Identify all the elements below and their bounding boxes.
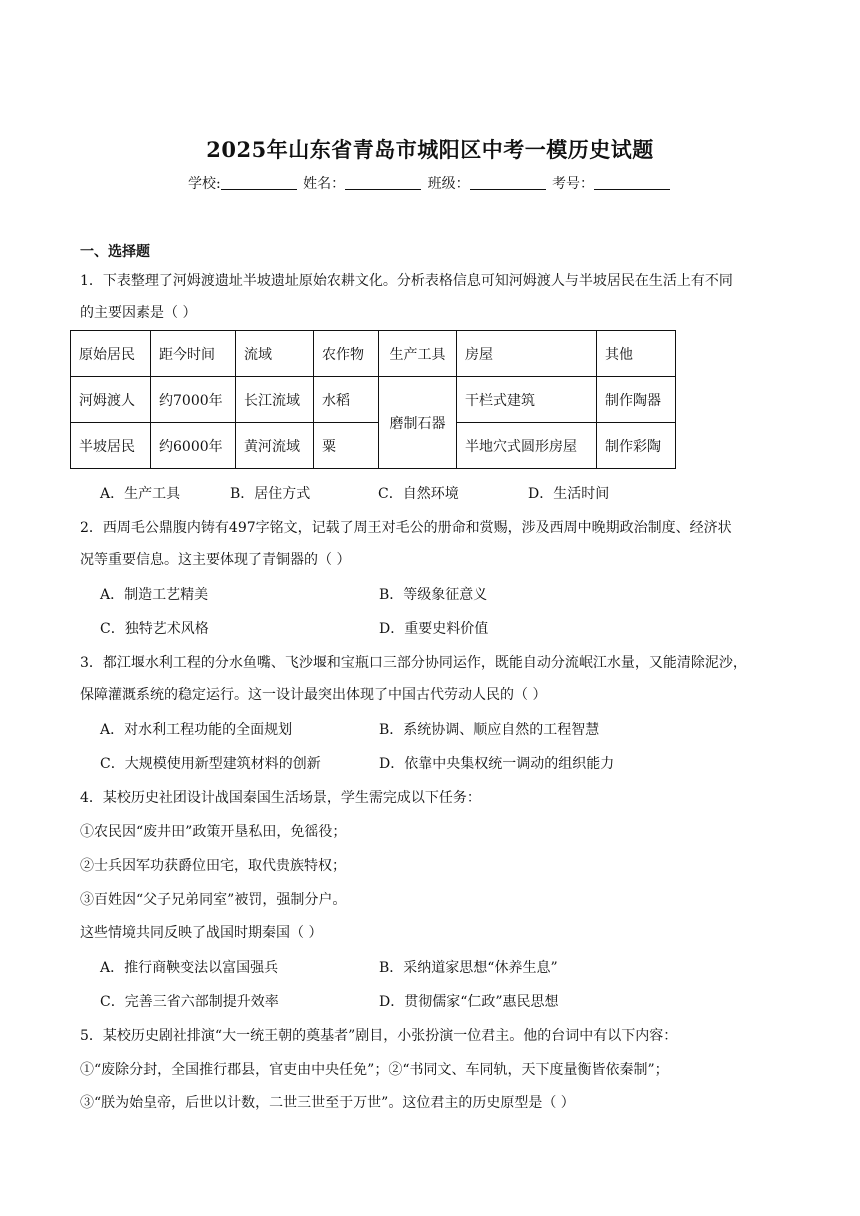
table-cell-merged: 磨制石器: [379, 377, 457, 469]
q4-item3: ③百姓因“父子兄弟同室”被罚，强制分户。: [80, 892, 347, 908]
table-cell: 制作陶器: [597, 377, 676, 423]
option-a[interactable]: A．推行商鞅变法以富国强兵: [100, 960, 279, 976]
table-cell: 干栏式建筑: [457, 377, 597, 423]
option-d[interactable]: D．贯彻儒家“仁政”惠民思想: [379, 994, 559, 1010]
q1-stem-line2: 的主要因素是（ ）: [80, 305, 197, 321]
q2-stem-line1: 2．西周毛公鼎腹内铸有497字铭文，记载了周王对毛公的册命和赏赐，涉及西周中晚期政治制度、经济状: [80, 520, 732, 536]
name-label: 姓名：: [303, 176, 346, 192]
option-b[interactable]: B．系统协调、顺应自然的工程智慧: [379, 722, 600, 738]
q2-stem-line2: 况等重要信息。这主要体现了青铜器的（ ）: [80, 552, 351, 568]
table-row: [71, 377, 676, 423]
q4-stem-line1: 4．某校历史社团设计战国秦国生活场景，学生需完成以下任务：: [80, 790, 481, 806]
q4-stem-end: 这些情境共同反映了战国时期秦国（ ）: [80, 925, 323, 941]
table-cell: 房屋: [457, 331, 597, 377]
option-a[interactable]: A．制造工艺精美: [100, 587, 209, 603]
q5-stem-line1: 5．某校历史剧社排演“大一统王朝的奠基者”剧目，小张扮演一位君主。他的台词中有以下内容：: [80, 1028, 678, 1044]
table-cell: 距今时间: [151, 331, 236, 377]
option-d[interactable]: D．重要史料价值: [379, 621, 489, 637]
table-cell: 流域: [236, 331, 314, 377]
q1-stem-line1: 1．下表整理了河姆渡遗址半坡遗址原始农耕文化。分析表格信息可知河姆渡人与半坡居民在生活上有不同: [80, 273, 733, 289]
option-d[interactable]: D．依靠中央集权统一调动的组织能力: [379, 756, 615, 772]
q5-stem-line2: ①“废除分封，全国推行郡县，官吏由中央任免”；②“书同文、车同轨，天下度量衡皆依秦制”；: [80, 1062, 669, 1078]
table-cell: 制作彩陶: [597, 423, 676, 469]
school-blank[interactable]: [221, 175, 297, 190]
exam-no-blank[interactable]: [594, 175, 670, 190]
q5-stem-line3: ③“朕为始皇帝，后世以计数，二世三世至于万世”。这位君主的历史原型是（ ）: [80, 1095, 575, 1111]
table-cell: 农作物: [314, 331, 379, 377]
option-b[interactable]: B．居住方式: [230, 486, 311, 502]
class-blank[interactable]: [470, 175, 546, 190]
table-row: [71, 423, 676, 469]
option-c[interactable]: C．独特艺术风格: [100, 621, 209, 637]
school-label: 学校:: [187, 176, 221, 192]
option-b[interactable]: B．采纳道家思想“休养生息”: [379, 960, 558, 976]
table-cell: 长江流域: [236, 377, 314, 423]
option-c[interactable]: C．大规模使用新型建筑材料的创新: [100, 756, 321, 772]
student-info-line: [0, 173, 860, 193]
q1-table: [70, 330, 676, 469]
table-cell: 约7000年: [151, 377, 236, 423]
q3-stem-line2: 保障灌溉系统的稳定运行。这一设计最突出体现了中国古代劳动人民的（ ）: [80, 687, 547, 703]
table-cell: 水稻: [314, 377, 379, 423]
exam-title: 2025年山东省青岛市城阳区中考一模历史试题: [206, 137, 654, 162]
table-cell: 半坡居民: [71, 423, 151, 469]
table-header-row: [71, 331, 676, 377]
option-d[interactable]: D．生活时间: [528, 486, 610, 502]
option-b[interactable]: B．等级象征意义: [379, 587, 488, 603]
option-a[interactable]: A．生产工具: [100, 486, 181, 502]
table-cell: 原始居民: [71, 331, 151, 377]
name-blank[interactable]: [345, 175, 421, 190]
q4-item1: ①农民因“废井田”政策开垦私田，免徭役；: [80, 824, 347, 840]
table-cell: 生产工具: [379, 331, 457, 377]
table-cell: 半地穴式圆形房屋: [457, 423, 597, 469]
option-a[interactable]: A．对水利工程功能的全面规划: [100, 722, 293, 738]
table-cell: 粟: [314, 423, 379, 469]
class-label: 班级：: [427, 176, 470, 192]
exam-no-label: 考号：: [552, 176, 595, 192]
option-c[interactable]: C．完善三省六部制提升效率: [100, 994, 279, 1010]
table-cell: 约6000年: [151, 423, 236, 469]
option-c[interactable]: C．自然环境: [378, 486, 459, 502]
table-cell: 黄河流域: [236, 423, 314, 469]
table-cell: 河姆渡人: [71, 377, 151, 423]
section-heading: 一、选择题: [80, 244, 150, 260]
q3-stem-line1: 3．都江堰水利工程的分水鱼嘴、飞沙堰和宝瓶口三部分协同运作，既能自动分流岷江水量，又能清除泥沙，: [80, 655, 747, 671]
q4-item2: ②士兵因军功获爵位田宅，取代贵族特权；: [80, 858, 346, 874]
table-cell: 其他: [597, 331, 676, 377]
